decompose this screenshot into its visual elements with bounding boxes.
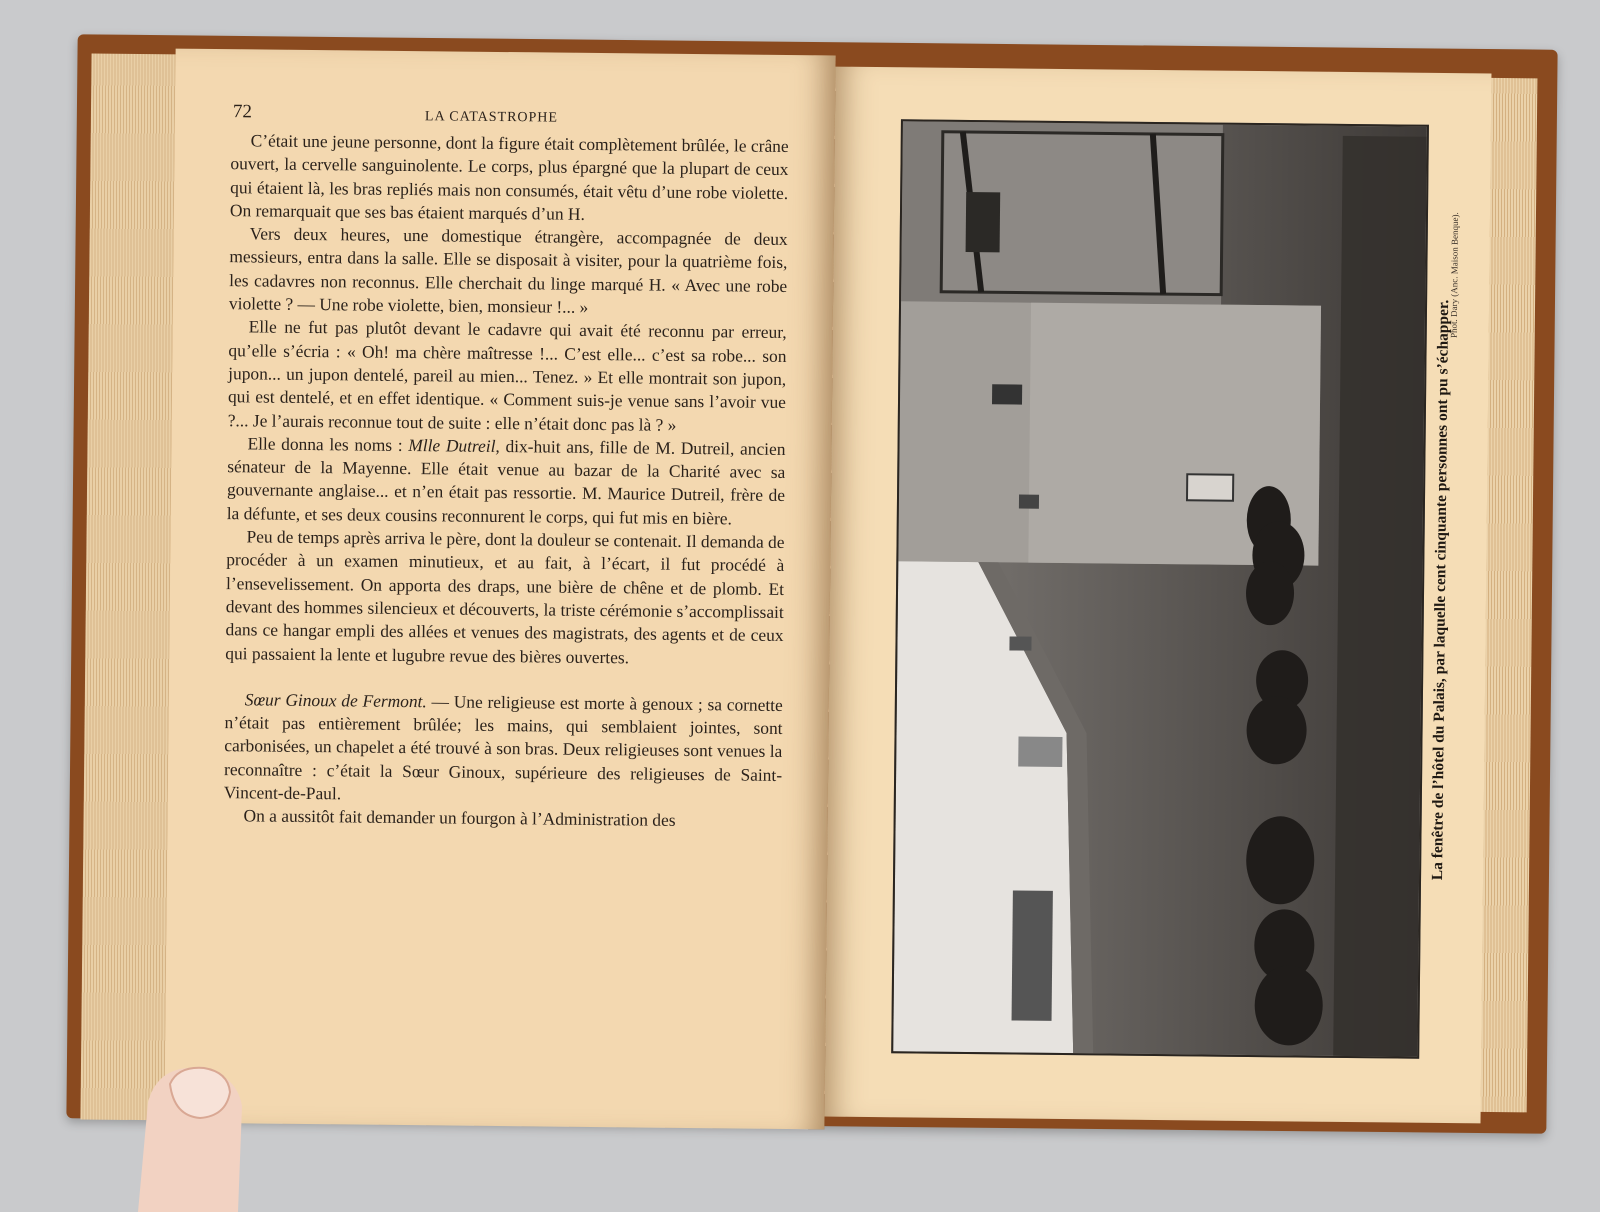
page-text xyxy=(223,129,788,833)
paragraph-2: Vers deux heures, une domestique étrangère, accompagnée de deux messieurs, entra dans la salle. Elle se disposait à visiter, pour la quatrième fois, les cadavres non reconnus. Elle cherchait du linge marqué H. « Avec une robe violette ? — Une robe violette, bien, monsieur !... » xyxy=(228,223,788,317)
paragraph-3: Elle ne fut pas plutôt devant le cadavre qui avait été reconnu par erreur, qu’elle s’écria : « Oh! ma chère maîtresse !... C’est elle... c’est sa robe... son jupon... un jupon dentelé, pareil au mien... Tenez. » Et elle montrait son jupon, qui est dentelé, et en effet identique. « Comment suis-je venue sans l’avoir vue ?... Je l’aurais reconnue tout de suite : elle n’était donc pas là ? » xyxy=(227,316,787,435)
thumb-icon xyxy=(118,1062,248,1212)
paragraph-6 xyxy=(224,688,783,810)
paragraph-1: C’était une jeune personne, dont la figure était complètement brûlée, le crâne ouvert, la cervelle sanguinolente. Le corps, plus épargné que la plupart de ceux qui étaient là, les bras repliés mais non consumés, était vêtu d’une robe violette. On remarquait que ses bas étaient marqués d’un H. xyxy=(229,130,789,224)
paragraph-4 xyxy=(227,432,786,531)
paragraph-7: On a aussitôt fait demander un fourgon à l’Administration des xyxy=(243,805,676,831)
street-scene-photo xyxy=(893,121,1427,1056)
right-page xyxy=(825,67,1492,1124)
paragraph-4-prefix: Elle donna les noms : xyxy=(247,433,409,455)
name-dutreil: Mlle Dutreil, xyxy=(408,434,500,456)
left-page xyxy=(164,49,835,1130)
page-number: 72 xyxy=(232,101,253,123)
paragraph-6-body: — Une religieuse est morte à genoux ; sa cornette n’était pas entièrement brûlée; les mains, qui semblaient jointes, sont carbonisées, un chapelet a été trouvé à son bras. Deux religieuses sont venues la reconnaître : c’était la Sœur Ginoux, supérieure des religieuses de Saint-Vincent-de-Paul. xyxy=(223,691,783,804)
name-soeur-ginoux: Sœur Ginoux de Fermont. xyxy=(244,689,427,712)
photo-caption: La fenêtre de l’hôtel du Palais, par laquelle cent cinquante personnes ont pu s’échapper. xyxy=(1429,299,1453,881)
photo-credit: Phot. Dary (Anc. Maison Benque). xyxy=(1448,212,1461,339)
paragraph-5: Peu de temps après arriva le père, dont la douleur se contenait. Il demanda de procéder à un examen minutieux, et au fait, à l’écart, il fut procédé à l’ensevelissement. On apporta des draps, une bière de chêne et de plomb. Et devant des hommes silencieux et découverts, la triste cérémonie s’accomplissait dans ce hangar empli des allées et venues des magistrats, des agents et de ceux qui passaient la lente et lugubre revue des bières ouvertes. xyxy=(225,526,785,667)
photograph xyxy=(891,119,1429,1058)
paragraph-4-body: dix-huit ans, fille de M. Dutreil, ancien sénateur de la Mayenne. Elle était venue au bazar de la Charité avec sa gouvernante anglaise... et n’en était pas ressortie. M. Maurice Dutreil, frère de la défunte, et ses deux cousins reconnurent le corps, qui fut mis en bière. xyxy=(226,435,786,529)
running-head: LA CATASTROPHE xyxy=(424,109,559,126)
